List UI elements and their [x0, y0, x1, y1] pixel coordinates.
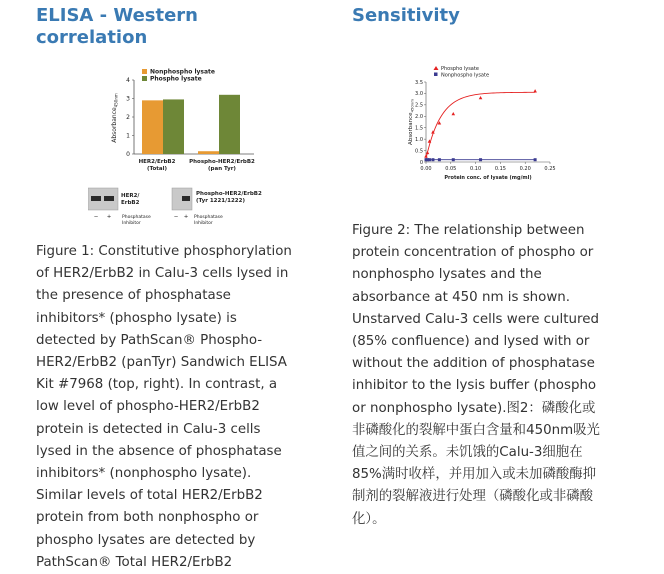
- blot2-axis-line1: Phosphatase: [194, 215, 223, 220]
- blot2-label-line2: (Tyr 1221/1222): [196, 198, 245, 204]
- blot1-sign-plus: +: [106, 214, 112, 220]
- caption-line: low level of phospho-HER2/ErbB2: [36, 399, 260, 415]
- blot1-label-line1: HER2/: [121, 193, 140, 199]
- point-phospho: [533, 89, 537, 92]
- legend-swatch-nonphospho: [142, 69, 147, 74]
- left-heading-line1: ELISA - Western: [36, 5, 198, 26]
- legend-marker-phospho: [434, 66, 439, 70]
- bar-chart: [72, 62, 282, 180]
- caption-line: detected by PathScan® Phospho-: [36, 332, 263, 348]
- point-nonphospho: [431, 158, 434, 161]
- point-nonphospho: [428, 158, 431, 161]
- left-heading-line2: correlation: [36, 27, 148, 48]
- caption-line: Kit #7968 (top, right). In contrast, a: [36, 377, 278, 393]
- blot-band: [104, 196, 114, 201]
- y-tick-label: 3.5: [415, 79, 423, 86]
- y-axis-label-main: Absorbance: [111, 107, 118, 143]
- point-phospho: [451, 112, 455, 115]
- y-axis-label: [408, 99, 415, 145]
- bar-0-0: [142, 100, 163, 154]
- caption-line: nonphospho lysates and the: [352, 267, 542, 283]
- bars: [142, 95, 240, 154]
- caption-line: Figure 1: Constitutive phosphorylation: [36, 244, 292, 259]
- y-ticks: [415, 80, 426, 166]
- caption-line: phospho lysates are detected by: [36, 532, 256, 548]
- sensitivity-chart: [404, 60, 610, 184]
- y-tick-label: 1: [126, 132, 130, 140]
- y-tick-label: 1.0: [415, 136, 423, 143]
- caption-line: without the addition of phosphatase: [352, 356, 595, 372]
- x-tick-label: 0.15: [494, 166, 506, 172]
- caption-line: of HER2/ErbB2 in Calu-3 cells lysed in: [36, 266, 289, 282]
- fit-curve-phospho: [426, 92, 535, 158]
- y-axis-label-main: Absorbance: [408, 112, 414, 145]
- y-tick-label: 0: [126, 151, 130, 158]
- caption-line: HER2/ErbB2 (panTyr) Sandwich ELISA: [36, 355, 287, 371]
- y-axis-label-sub: 450nm: [113, 93, 119, 108]
- x-tick-label: 0.25: [544, 166, 556, 172]
- legend-marker-nonphospho: [434, 73, 438, 77]
- caption-line: Similar levels of total HER2/ErbB2: [36, 488, 263, 504]
- blot2-sign-minus: −: [173, 214, 179, 220]
- y-ticks: [126, 77, 134, 158]
- right-heading: Sensitivity: [352, 5, 460, 26]
- bar-1-0: [198, 151, 219, 154]
- caption-line: 非磷酸化的裂解中蛋白含量和450nm吸光: [352, 422, 600, 438]
- bar-0-1: [163, 99, 184, 154]
- caption-line: absorbance at 450 nm is shown.: [352, 289, 571, 305]
- caption-line: Unstarved Calu-3 cells were cultured: [352, 311, 599, 327]
- y-tick-label: 4: [126, 77, 130, 84]
- y-tick-label: 0.5: [415, 148, 423, 155]
- point-phospho: [479, 96, 483, 99]
- y-axis-label-sub: 450nm: [409, 99, 415, 113]
- blot1-axis-line2: Inhibitor: [122, 221, 141, 226]
- caption-line: protein concentration of phospho or: [352, 245, 594, 261]
- y-axis-label: [111, 93, 119, 143]
- x-tick-label: 0.10: [470, 166, 482, 172]
- blot2-label-line1: Phospho-HER2/ErbB2: [196, 191, 262, 197]
- caption-line: 85%满时收样，并用加入或未加磷酸酶抑: [352, 467, 597, 483]
- caption-line: 值之间的关系。未饥饿的Calu-3细胞在: [352, 445, 583, 461]
- caption-line: (85% confluence) and lysed with or: [352, 334, 590, 350]
- point-nonphospho: [452, 158, 455, 161]
- y-tick-label: 3: [126, 95, 130, 103]
- legend: [434, 66, 490, 79]
- caption-line: inhibitor to the lysis buffer (phospho: [352, 378, 597, 394]
- y-tick-label: 0: [419, 159, 423, 166]
- caption-line: inhibitors* (phospho lysate) is: [36, 310, 237, 326]
- y-tick-label: 2.5: [415, 102, 423, 109]
- blot2-sign-plus: +: [183, 214, 189, 220]
- figure-2-caption: [352, 220, 652, 531]
- legend-label-phospho: Phospho lysate: [441, 66, 479, 72]
- left-heading: [36, 5, 296, 49]
- x-tick-label: 0.20: [519, 166, 531, 172]
- caption-line: or nonphospho lysate).图2：磷酸化或: [352, 400, 596, 416]
- blot2-axis-line2: Inhibitor: [194, 221, 213, 226]
- point-nonphospho: [479, 158, 482, 161]
- caption-line: 制剂的裂解液进行处理（磷酸化或非磷酸: [352, 489, 594, 505]
- blot1-axis-line1: Phosphatase: [122, 215, 151, 220]
- caption-line: PathScan® Total HER2/ErbB2: [36, 554, 233, 570]
- category-1-line1: Phospho-HER2/ErbB2: [189, 159, 255, 165]
- caption-line: Figure 2: The relationship between: [352, 223, 585, 238]
- y-tick-label: 3.0: [415, 91, 423, 98]
- legend-swatch-phospho: [142, 76, 147, 81]
- x-tick-label: 0.00: [420, 166, 432, 172]
- legend-label-nonphospho: Nonphospho lysate: [150, 68, 215, 76]
- bar-1-1: [219, 95, 240, 154]
- category-0-line1: HER2/ErbB2: [138, 159, 176, 165]
- caption-line: the presence of phosphatase: [36, 288, 231, 304]
- legend: [142, 69, 215, 83]
- western-blot: [88, 184, 308, 232]
- blot-band: [91, 196, 101, 201]
- legend-label-phospho: Phospho lysate: [150, 75, 202, 83]
- caption-line: lysed in the absence of phosphatase: [36, 443, 282, 459]
- y-tick-label: 2: [126, 114, 130, 121]
- y-tick-label: 1.5: [415, 125, 423, 132]
- caption-line: 化）。: [352, 511, 386, 527]
- x-ticks: [419, 159, 556, 172]
- x-axis-label: Protein conc. of lysate (mg/ml): [444, 175, 532, 181]
- point-nonphospho: [534, 158, 537, 161]
- y-tick-label: 2.0: [415, 114, 423, 121]
- caption-line: protein is detected in Calu-3 cells: [36, 421, 261, 437]
- blot1-label-line2: ErbB2: [121, 200, 140, 206]
- caption-line: protein from both nonphospho or: [36, 510, 259, 526]
- category-0-line2: (Total): [146, 166, 168, 172]
- caption-line: inhibitors* (nonphospho lysate).: [36, 466, 252, 482]
- blot1-sign-minus: −: [93, 214, 99, 220]
- data-points: [424, 89, 537, 161]
- point-nonphospho: [438, 158, 441, 161]
- blot-band: [182, 196, 190, 201]
- x-tick-label: 0.05: [445, 166, 457, 172]
- category-1-line2: (pan Tyr): [208, 166, 236, 172]
- figure-1-caption: [36, 241, 336, 574]
- legend-label-nonphospho: Nonphospho lysate: [441, 72, 490, 79]
